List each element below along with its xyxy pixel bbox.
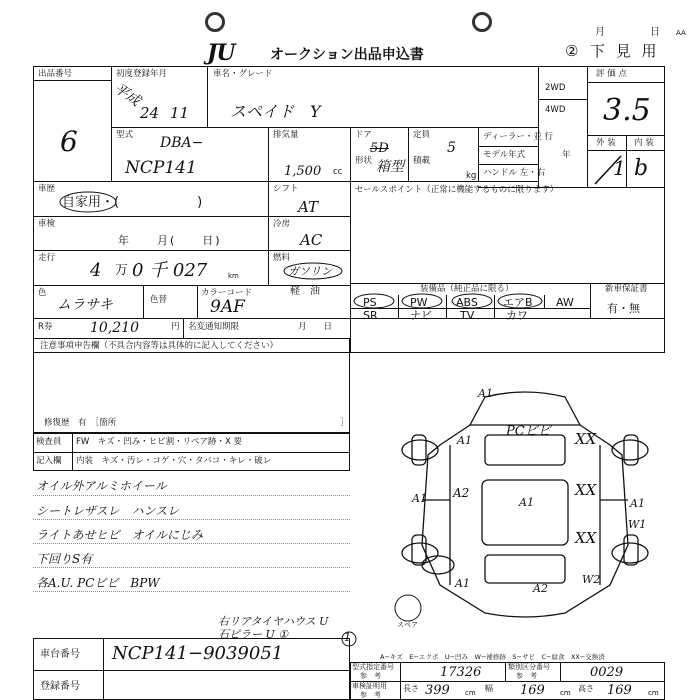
sales-point-label: セールスポイント（正常に機能するものに限ります） [355,185,559,195]
ac-value: AC [300,231,323,249]
car-name-value: スペイド Y [230,102,321,121]
rating-score: 3.5 [603,93,651,128]
r-ticket-value: 10,210 [90,320,139,336]
equip-ps: PS [363,296,377,309]
class-no-label: 類別区分番号 [508,663,550,671]
lot-number-label: 出品番号 [38,69,73,79]
copy-number: ② [565,42,579,60]
day-label: 日 [650,27,660,38]
color-code-value: 9AF [210,297,245,317]
equip-airbag: エアB [503,296,533,309]
reg-number-label: 登録番号 [40,681,80,692]
doors-value: 5D [370,141,389,156]
first-reg-month: 11 [170,104,190,122]
registration-circle [58,190,118,214]
first-reg-era: 平成 [110,80,144,110]
lot-number-value: 6 [60,125,78,158]
doors-label: ドア [355,130,372,140]
displacement-label: 排気量 [273,130,299,140]
fuel-value: ガソリン [288,265,332,278]
aa-label: AA [676,29,686,37]
shift-label: シフト [273,184,299,194]
ac-label: 冷房 [273,219,291,229]
equipment-title: 装備品（純正品に限る） [420,284,514,294]
length-value: 399 [425,683,450,698]
height-label: 高さ [578,684,594,693]
mark-a1-left: A1 [412,492,427,505]
name-change-label: 名変通知期限 [188,322,240,332]
color-code-label: カラーコード [201,288,253,298]
drive-2wd-label: 2WD [545,83,566,93]
binder-hole-left [205,12,225,32]
model-year-suffix: 年 [562,150,571,160]
equip-aw: AW [556,296,574,309]
mileage-man-value: 4 [90,260,102,281]
interior-label: 内 装 [634,138,654,148]
mark-xx-door-right: XX [575,481,597,499]
damage-legend: A−キズ E−エクボ U−凹み W−補修跡 S−サビ C−腐食 XX−交換済 [380,653,605,661]
length-label: 長さ [403,684,419,693]
diagram-note: 右リアタイヤハウス U 石ピラー U ① [218,615,340,642]
warranty-options: 有・無 [607,302,640,315]
first-reg-year: 24 [140,104,160,122]
mark-a1-right: A1 [630,497,645,510]
mark-pcbibi: PCビビ [506,424,551,439]
equip-navi: ナビ [410,309,432,322]
rating-label: 評 価 点 [596,69,627,79]
r-ticket-label: R券 [38,322,53,332]
note-line-1: オイル外アルミホイール [36,479,167,493]
note-line-5: 各A.U. PCビビ BPW [36,576,160,590]
mark-w2: W2 [582,573,601,586]
color-label: 色 [38,288,47,298]
km-label: km [228,272,239,280]
cc-label: cc [333,167,343,177]
kg-label: kg [466,171,477,181]
model-code: NCP141 [125,158,197,178]
note-line-3: ライトあせヒビ オイルにじみ [36,528,204,542]
capacity-label: 定員 [413,130,431,140]
spare-label: スペア [397,621,418,629]
class-no-value: 0029 [590,665,624,680]
handle-label: ハンドル 左・右 [483,168,546,178]
ref-label-2: 参 考 [516,672,537,680]
shift-value: AT [298,198,319,216]
binder-hole-right [472,12,492,32]
mark-a1-roof: A1 [519,496,534,509]
mileage-man-unit: 万 [115,263,129,278]
fw-line: FW キズ・凹み・ヒビ割・リペア跡・X 要 [76,437,242,447]
width-label: 幅 [485,684,493,693]
diesel-label: 軽 油 [290,286,320,297]
type-designation-label: 型式指定番号 [352,663,394,671]
width-value: 169 [520,683,545,698]
registration-label: 車歴 [38,184,56,194]
equip-pw: PW [410,296,428,309]
new-warranty-label: 新車保証書 [605,284,648,294]
repair-history-label: 修復歴 有 ［箇所 [44,418,117,428]
circled-one-ring [340,630,358,648]
registration-options: 自家用・( ) [62,195,203,210]
interior-grade: b [634,156,649,181]
capacity-value: 5 [447,140,456,156]
fuel-circle [282,261,344,281]
circled-one: 1 [344,631,351,644]
mark-xx-front-right: XX [575,430,597,448]
repair-history-end: ］ [340,418,349,428]
mileage-label: 走行 [38,253,56,263]
mark-xx-rear-right: XX [575,529,597,547]
mark-a2-door: A2 [453,486,470,500]
length-cm: cm [465,689,476,697]
ref-label-1: 参 考 [360,672,381,680]
note-line-2: シートレザスレ ハンスレ [36,504,180,518]
color-change-label: 色替 [150,295,168,305]
entry-label: 記入欄 [36,456,62,466]
dealer-label: ディーラー・並 行 [483,132,554,142]
ju-logo: JU [207,40,235,66]
inspection-copy-label: 下 見 用 [590,42,660,60]
mark-a1-rear-left: A1 [455,577,470,590]
shape-label: 形状 [355,156,373,166]
equip-abs: ABS [456,296,478,309]
name-change-date: 月 日 [298,322,333,332]
mark-a1-front-left: A1 [457,434,472,447]
load-label: 積載 [413,156,431,166]
shape-value: 箱型 [376,159,404,175]
form-title: オークション出品申込書 [270,47,424,63]
fuel-label: 燃料 [273,253,291,263]
notes-label: 注意事項申告欄（不具合内容等は具体的に記入してください） [40,341,279,351]
color-value: ムラサキ [57,297,113,313]
height-value: 169 [607,683,632,698]
equipment-circles [350,293,550,311]
type-designation-value: 17326 [440,665,482,680]
mark-w1: W1 [628,518,647,531]
displacement-value: 1,500 [284,164,322,179]
chassis-label: 車台番号 [40,649,80,660]
first-reg-label: 初度登録年月 [116,69,168,79]
model-prefix: DBA− [160,135,204,151]
width-cm: cm [560,689,571,697]
height-cm: cm [648,689,659,697]
interior-defects-line: 内装 キズ・汚レ・コゲ・穴・タバコ・キレ・破レ [76,456,272,466]
model-year-label: モデル年式 [483,150,526,160]
exterior-grade: 1 [613,156,626,180]
exterior-label: 外 装 [596,138,616,148]
note-line-4: 下回りS有 [36,552,93,566]
ref-label-3: 参 考 [360,691,381,699]
mark-a2-rear: A2 [533,582,548,595]
car-name-label: 車名・グレード [213,69,273,79]
inspection-date: 年 月( 日) [118,234,222,247]
cert-label: 車検証明用 [352,682,387,690]
chassis-value: NCP141−9039051 [112,643,284,664]
model-label: 型式 [116,130,134,140]
mark-a1-top: A1 [478,387,493,400]
month-label: 月 [595,27,605,38]
inspection-label: 車検 [38,219,56,229]
equip-sr: SR [363,309,378,322]
equip-leather: カワ [506,309,528,322]
yen-label: 円 [171,322,180,332]
inspector-label: 検査員 [36,437,62,447]
equip-tv: TV [460,309,475,322]
mileage-rest-value: 0 千 027 [132,260,208,281]
drive-4wd-label: 4WD [545,105,566,115]
